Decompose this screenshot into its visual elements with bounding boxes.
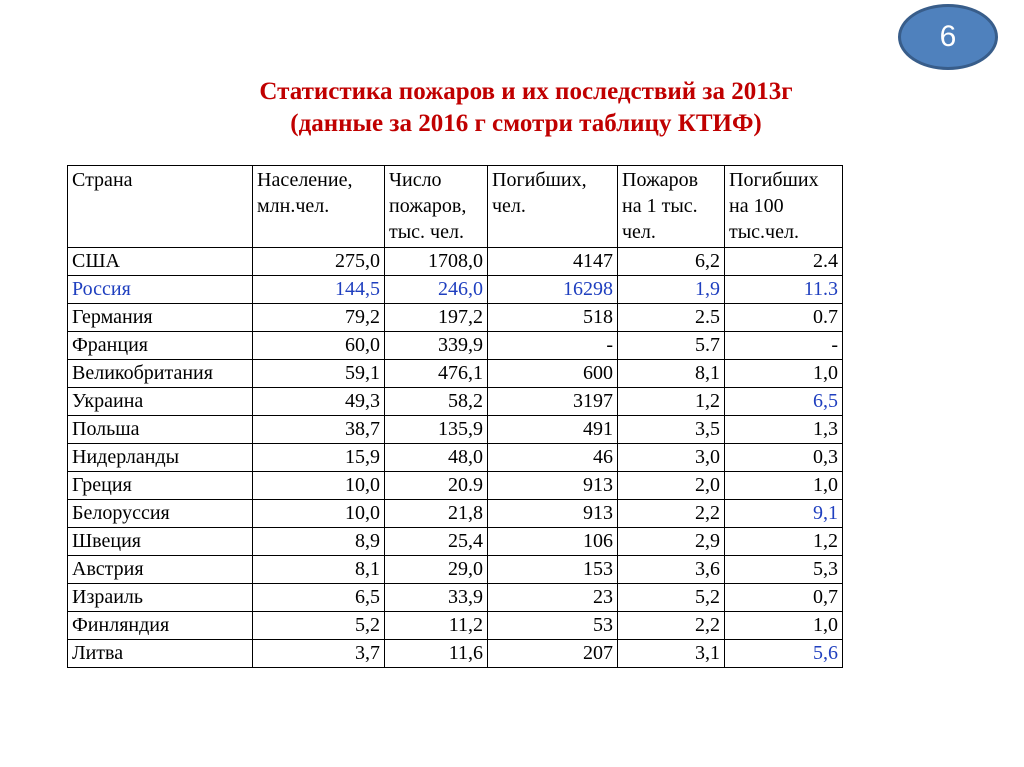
cell-deaths-per-100000: 1,3 [725, 416, 843, 444]
fire-statistics-table [67, 165, 843, 668]
cell-deaths-per-100000: 1,0 [725, 612, 843, 640]
cell-population: 275,0 [253, 248, 385, 276]
cell-country: Австрия [68, 556, 253, 584]
header-fires-per-1000: Пожаров на 1 тыс. чел. [618, 166, 725, 248]
cell-deaths: 153 [488, 556, 618, 584]
cell-fires-per-1000: 2,2 [618, 500, 725, 528]
cell-deaths: 518 [488, 304, 618, 332]
cell-fires-per-1000: 3,6 [618, 556, 725, 584]
cell-population: 79,2 [253, 304, 385, 332]
table-row [68, 360, 843, 388]
cell-fires-per-1000: 8,1 [618, 360, 725, 388]
title-line-2: (данные за 2016 г смотри таблицу КТИФ) [290, 110, 762, 137]
cell-deaths-per-100000: 2.4 [725, 248, 843, 276]
cell-population: 5,2 [253, 612, 385, 640]
cell-country: Франция [68, 332, 253, 360]
table-row [68, 248, 843, 276]
cell-fires: 25,4 [385, 528, 488, 556]
cell-country: Литва [68, 640, 253, 668]
cell-deaths-per-100000: 5,3 [725, 556, 843, 584]
cell-country: Нидерланды [68, 444, 253, 472]
header-deaths: Погибших, чел. [488, 166, 618, 248]
cell-country: США [68, 248, 253, 276]
cell-fires: 20.9 [385, 472, 488, 500]
cell-fires-per-1000: 2,0 [618, 472, 725, 500]
table-row [68, 276, 843, 304]
table-row [68, 444, 843, 472]
cell-population: 144,5 [253, 276, 385, 304]
cell-fires-per-1000: 6,2 [618, 248, 725, 276]
cell-population: 3,7 [253, 640, 385, 668]
cell-deaths: - [488, 332, 618, 360]
cell-deaths: 3197 [488, 388, 618, 416]
cell-deaths-per-100000: 11.3 [725, 276, 843, 304]
table-row [68, 640, 843, 668]
cell-deaths: 600 [488, 360, 618, 388]
cell-country: Белоруссия [68, 500, 253, 528]
cell-population: 49,3 [253, 388, 385, 416]
table-row [68, 304, 843, 332]
table-row [68, 556, 843, 584]
cell-country: Греция [68, 472, 253, 500]
cell-deaths: 46 [488, 444, 618, 472]
cell-fires: 476,1 [385, 360, 488, 388]
cell-population: 15,9 [253, 444, 385, 472]
cell-fires-per-1000: 1,9 [618, 276, 725, 304]
table-row [68, 388, 843, 416]
cell-deaths-per-100000: 1,2 [725, 528, 843, 556]
cell-population: 10,0 [253, 472, 385, 500]
cell-fires-per-1000: 5,2 [618, 584, 725, 612]
cell-deaths-per-100000: 9,1 [725, 500, 843, 528]
cell-fires: 29,0 [385, 556, 488, 584]
cell-population: 8,9 [253, 528, 385, 556]
header-population: Население, млн.чел. [253, 166, 385, 248]
cell-fires-per-1000: 5.7 [618, 332, 725, 360]
cell-fires: 197,2 [385, 304, 488, 332]
cell-deaths: 913 [488, 472, 618, 500]
cell-fires: 11,6 [385, 640, 488, 668]
cell-deaths-per-100000: 0,7 [725, 584, 843, 612]
cell-fires: 11,2 [385, 612, 488, 640]
cell-fires: 339,9 [385, 332, 488, 360]
cell-fires-per-1000: 1,2 [618, 388, 725, 416]
cell-country: Великобритания [68, 360, 253, 388]
cell-deaths: 23 [488, 584, 618, 612]
slide-title [0, 76, 1024, 140]
cell-fires: 135,9 [385, 416, 488, 444]
cell-population: 59,1 [253, 360, 385, 388]
slide-number-badge: 6 [898, 4, 998, 70]
cell-deaths-per-100000: 1,0 [725, 472, 843, 500]
table-row [68, 528, 843, 556]
cell-fires: 1708,0 [385, 248, 488, 276]
cell-deaths-per-100000: 5,6 [725, 640, 843, 668]
cell-population: 8,1 [253, 556, 385, 584]
cell-fires-per-1000: 3,5 [618, 416, 725, 444]
cell-deaths-per-100000: - [725, 332, 843, 360]
cell-deaths: 491 [488, 416, 618, 444]
cell-country: Финляндия [68, 612, 253, 640]
cell-deaths: 913 [488, 500, 618, 528]
table-row [68, 332, 843, 360]
cell-population: 10,0 [253, 500, 385, 528]
cell-fires-per-1000: 3,1 [618, 640, 725, 668]
cell-deaths-per-100000: 1,0 [725, 360, 843, 388]
cell-population: 38,7 [253, 416, 385, 444]
cell-deaths-per-100000: 0,3 [725, 444, 843, 472]
cell-deaths: 207 [488, 640, 618, 668]
cell-fires: 48,0 [385, 444, 488, 472]
cell-deaths-per-100000: 0.7 [725, 304, 843, 332]
cell-population: 60,0 [253, 332, 385, 360]
title-line-1: Статистика пожаров и их последствий за 2013г [259, 78, 793, 105]
table-header-row [68, 166, 843, 248]
cell-fires: 33,9 [385, 584, 488, 612]
cell-country: Россия [68, 276, 253, 304]
cell-fires-per-1000: 3,0 [618, 444, 725, 472]
cell-country: Польша [68, 416, 253, 444]
cell-fires-per-1000: 2.5 [618, 304, 725, 332]
cell-deaths: 106 [488, 528, 618, 556]
cell-deaths-per-100000: 6,5 [725, 388, 843, 416]
cell-country: Швеция [68, 528, 253, 556]
cell-deaths: 4147 [488, 248, 618, 276]
cell-country: Украина [68, 388, 253, 416]
table-row [68, 584, 843, 612]
cell-country: Германия [68, 304, 253, 332]
cell-population: 6,5 [253, 584, 385, 612]
header-fires: Число пожаров, тыс. чел. [385, 166, 488, 248]
cell-deaths: 53 [488, 612, 618, 640]
cell-fires-per-1000: 2,2 [618, 612, 725, 640]
table-row [68, 500, 843, 528]
table-row [68, 472, 843, 500]
cell-fires-per-1000: 2,9 [618, 528, 725, 556]
cell-country: Израиль [68, 584, 253, 612]
table-row [68, 612, 843, 640]
header-country: Страна [68, 166, 253, 248]
cell-fires: 21,8 [385, 500, 488, 528]
table-row [68, 416, 843, 444]
cell-fires: 58,2 [385, 388, 488, 416]
cell-deaths: 16298 [488, 276, 618, 304]
cell-fires: 246,0 [385, 276, 488, 304]
header-deaths-per-100000: Погибших на 100 тыс.чел. [725, 166, 843, 248]
